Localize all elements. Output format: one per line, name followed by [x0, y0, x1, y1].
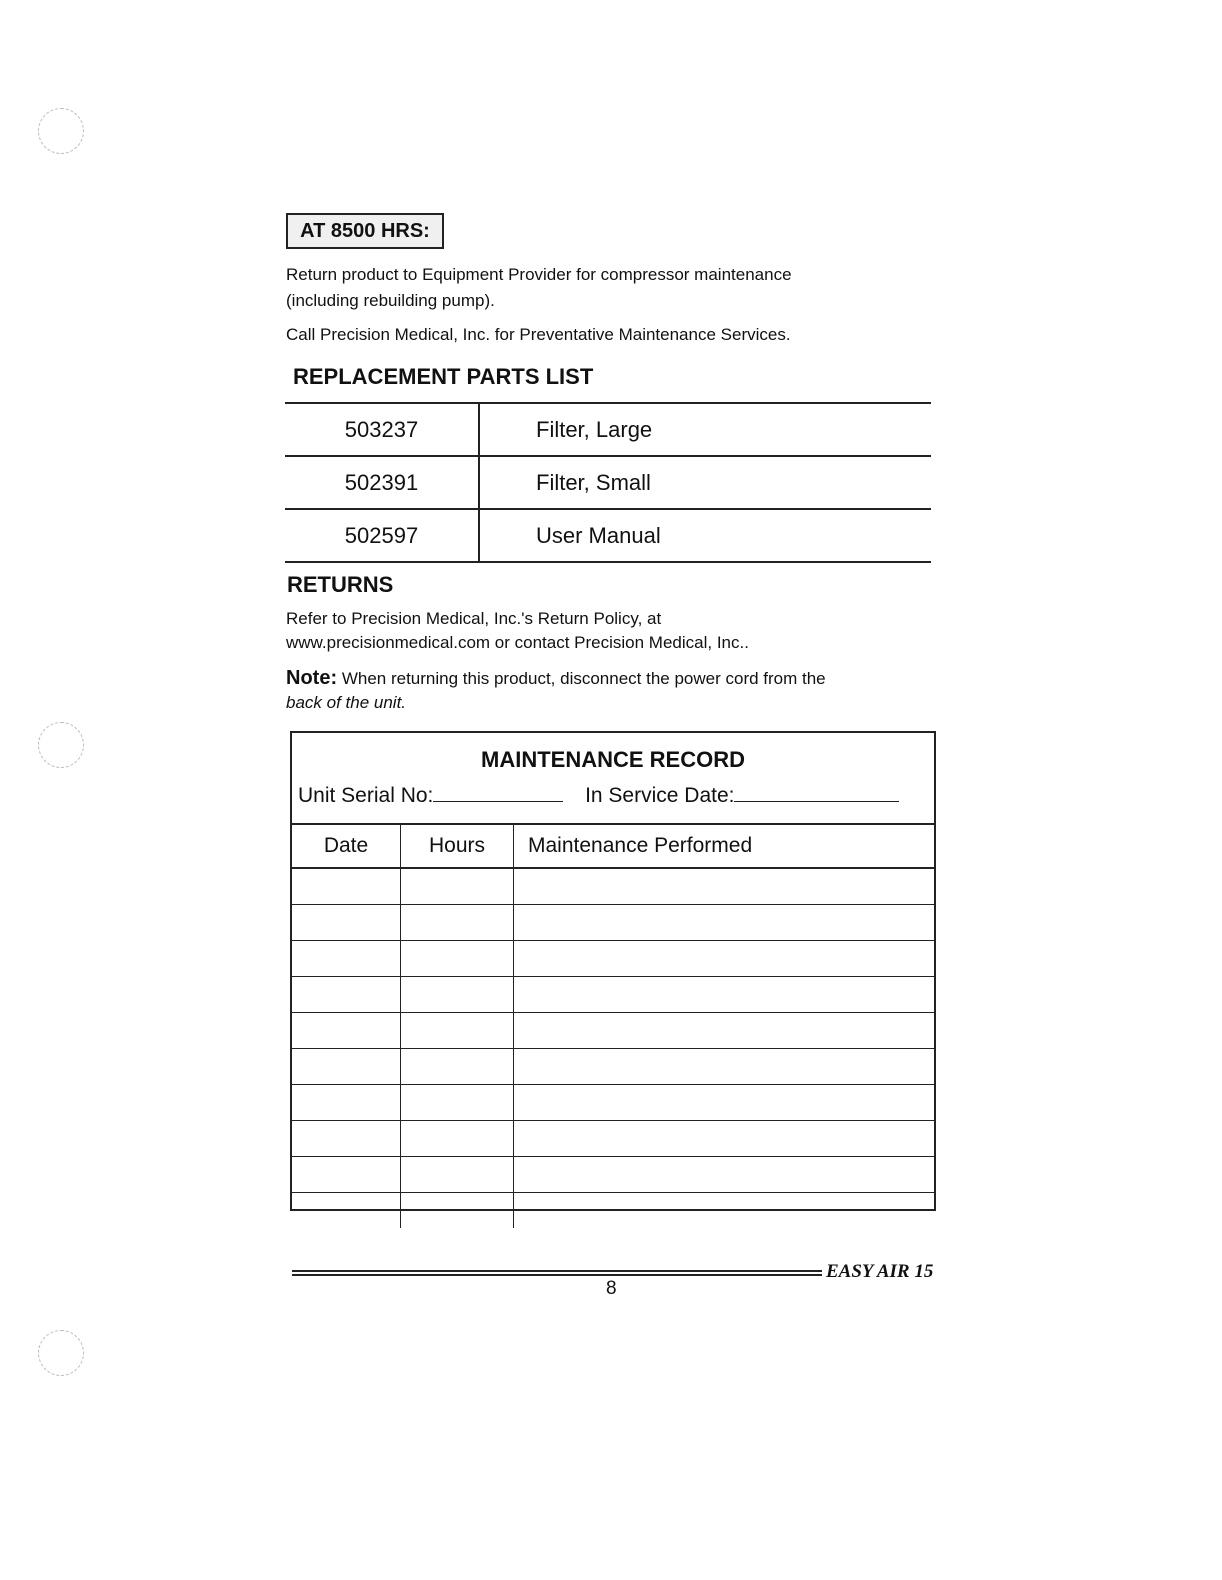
maintenance-record-fields [298, 783, 899, 808]
note-label: Note: [286, 667, 338, 689]
punch-hole-mark [38, 1330, 84, 1376]
note-text: back of the unit. [286, 693, 407, 712]
maintenance-record-table [292, 823, 934, 1228]
part-description: User Manual [479, 509, 931, 562]
table-row [292, 1049, 934, 1085]
paragraph-line: www.precisionmedical.com or contact Precision Medical, Inc.. [286, 633, 749, 652]
in-service-date-label: In Service Date: [585, 784, 735, 807]
note-paragraph [286, 666, 826, 715]
brand-logo: EASY AIR 15 [826, 1261, 934, 1282]
unit-serial-label: Unit Serial No: [298, 784, 434, 807]
table-row [292, 868, 934, 905]
table-row [292, 1013, 934, 1049]
page-number: 8 [606, 1278, 617, 1299]
part-number: 502597 [285, 509, 479, 562]
at-8500-hrs-heading: AT 8500 HRS: [286, 213, 444, 249]
parts-list-heading: REPLACEMENT PARTS LIST [293, 364, 594, 389]
table-row [292, 977, 934, 1013]
maintenance-record-box [290, 731, 936, 1211]
punch-hole-mark [38, 722, 84, 768]
in-service-date-blank [734, 783, 899, 802]
column-header-date: Date [292, 824, 401, 868]
preventative-maintenance-paragraph: Call Precision Medical, Inc. for Preventative Maintenance Services. [286, 325, 791, 344]
part-number: 503237 [285, 403, 479, 456]
replacement-parts-table [285, 402, 931, 563]
table-header-row [292, 824, 934, 868]
part-description: Filter, Large [479, 403, 931, 456]
table-row [292, 941, 934, 977]
table-row [292, 1121, 934, 1157]
table-row [292, 905, 934, 941]
table-row [292, 1193, 934, 1229]
compressor-maintenance-paragraph [286, 262, 792, 314]
footer-rule [292, 1270, 822, 1280]
maintenance-record-title: MAINTENANCE RECORD [481, 747, 745, 772]
paragraph-line: (including rebuilding pump). [286, 291, 495, 310]
column-header-hours: Hours [401, 824, 514, 868]
paragraph-line: Return product to Equipment Provider for compressor maintenance [286, 265, 792, 284]
table-row [285, 456, 931, 509]
paragraph-line: Refer to Precision Medical, Inc.'s Return Policy, at [286, 609, 662, 628]
table-row [285, 403, 931, 456]
part-number: 502391 [285, 456, 479, 509]
table-row [285, 509, 931, 562]
table-row [292, 1085, 934, 1121]
table-row [292, 1157, 934, 1193]
returns-heading: RETURNS [287, 572, 394, 597]
note-text: When returning this product, disconnect the power cord from the [337, 669, 826, 688]
unit-serial-blank [433, 783, 563, 802]
punch-hole-mark [38, 108, 84, 154]
part-description: Filter, Small [479, 456, 931, 509]
column-header-maintenance-performed: Maintenance Performed [514, 824, 935, 868]
returns-paragraph [286, 607, 749, 655]
